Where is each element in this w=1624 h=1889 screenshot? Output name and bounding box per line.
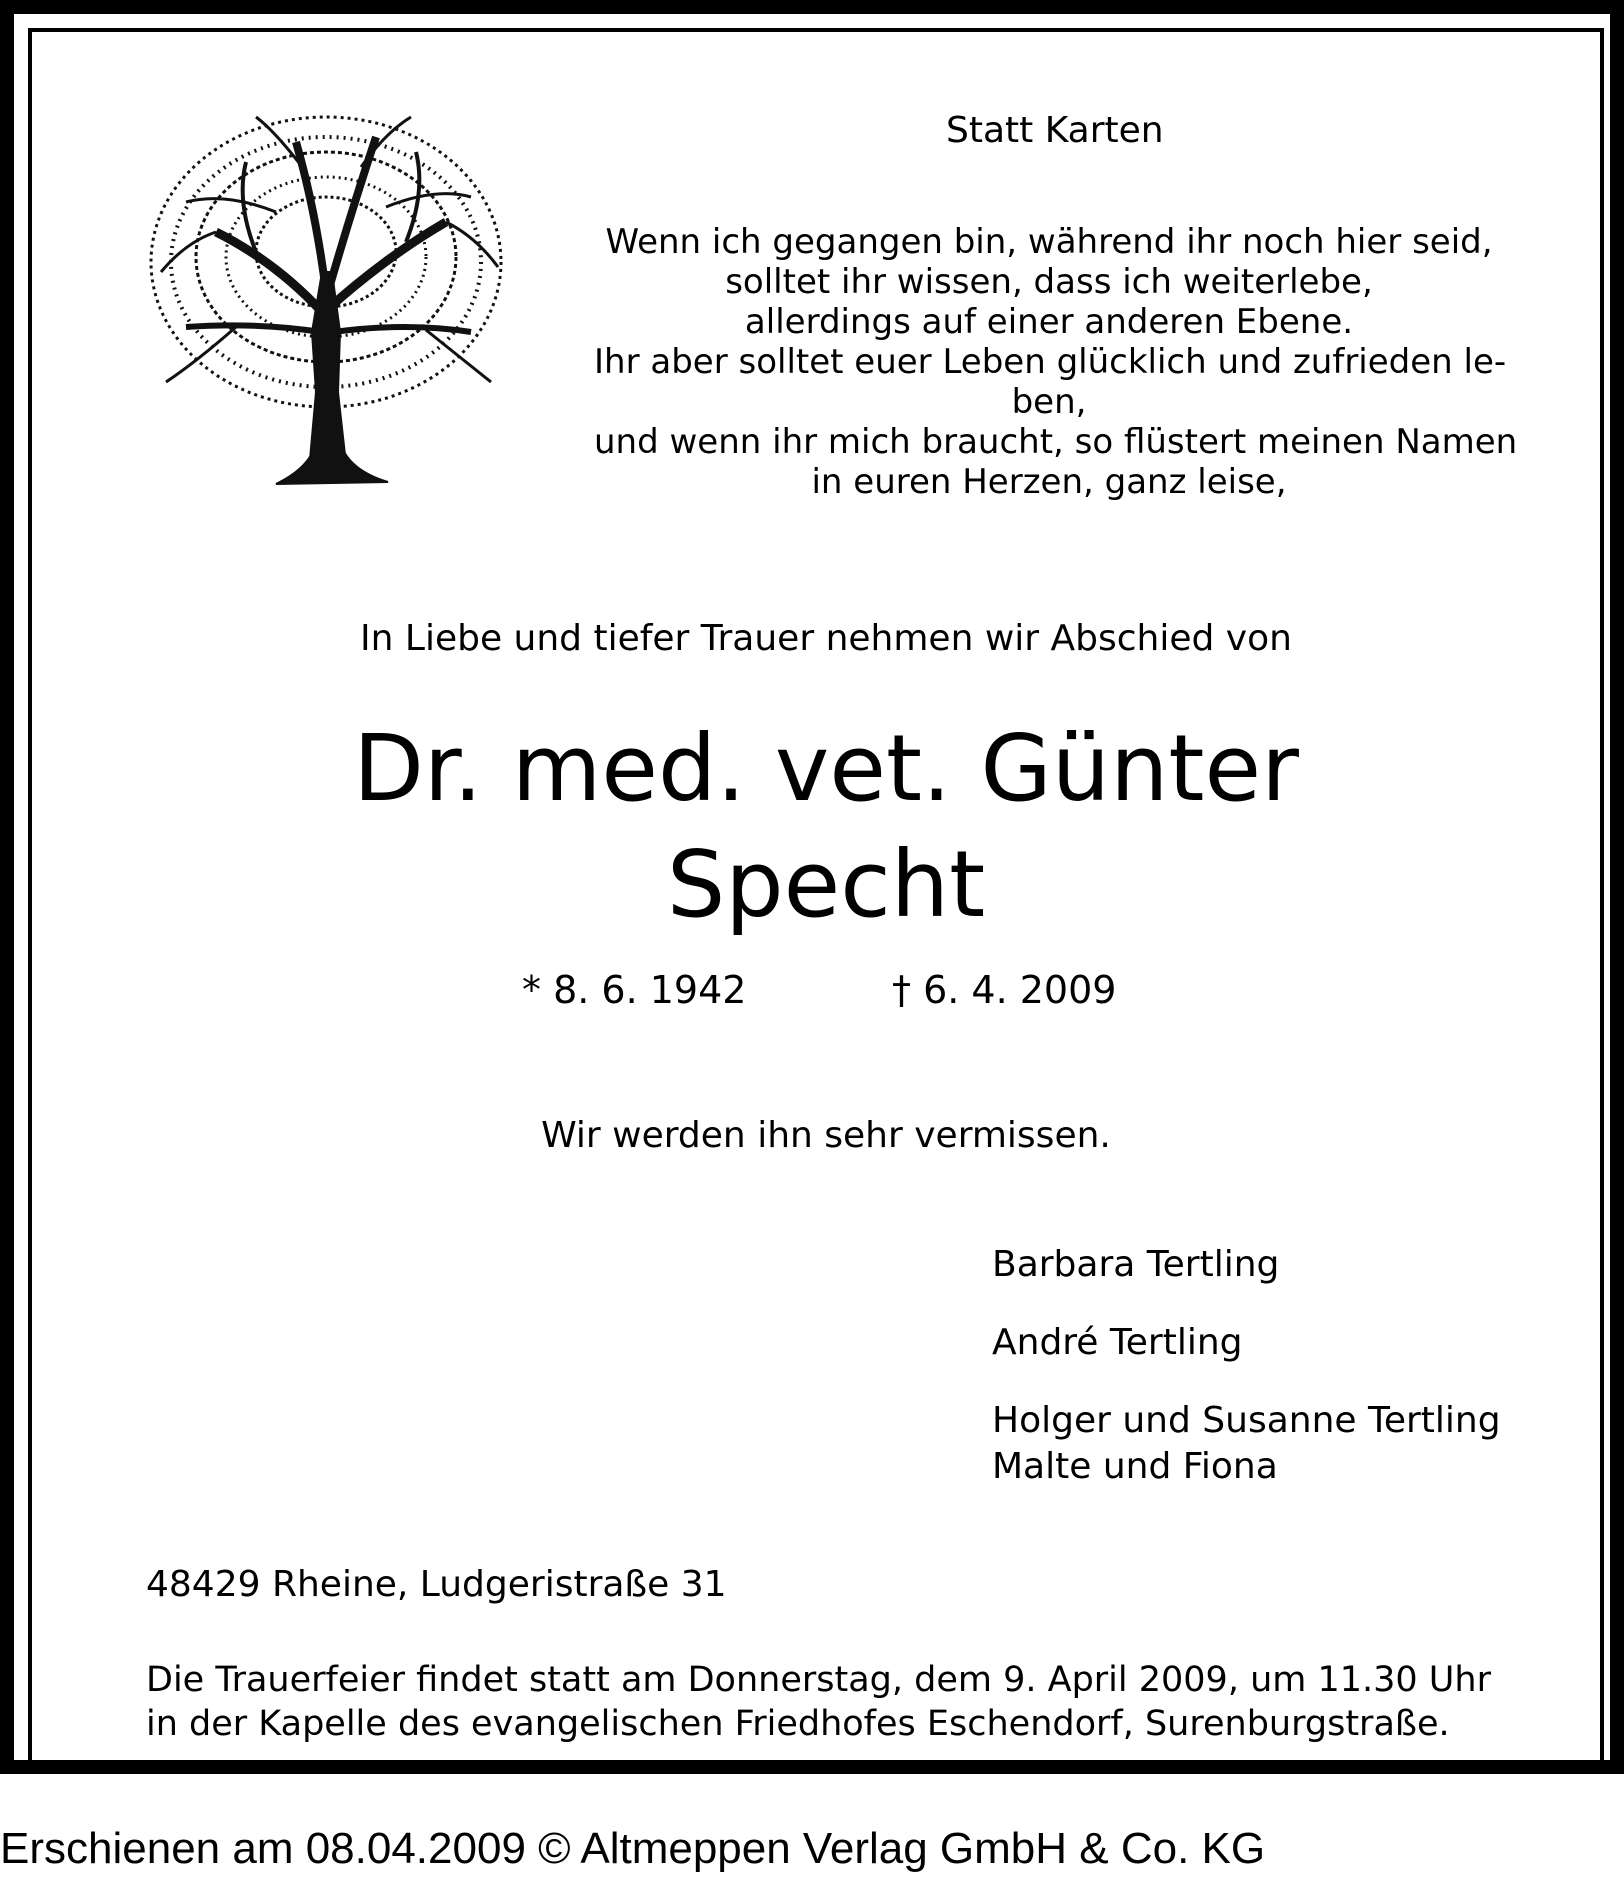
poem-line: und wenn ihr mich braucht, so flüstert meinen Namen [594, 422, 1518, 462]
family-address: 48429 Rheine, Ludgeristraße 31 [146, 1564, 727, 1605]
poem-line: Ihr aber solltet euer Leben glücklich und zufrieden le- [594, 342, 1507, 382]
mourner: Barbara Tertling [992, 1244, 1280, 1285]
closing-line: Wir werden ihn sehr vermissen. [541, 1115, 1111, 1156]
poem [594, 222, 1518, 502]
poem-line: allerdings auf einer anderen Ebene. [744, 302, 1354, 342]
publication-footer: Erschienen am 08.04.2009 © Altmeppen Verlag GmbH & Co. KG [0, 1824, 1266, 1873]
mourner: Holger und Susanne Tertling [992, 1400, 1501, 1441]
mourners-list [992, 1242, 1501, 1490]
service-line: in der Kapelle des evangelischen Friedhofes Eschendorf, Surenburgstraße. [146, 1704, 1450, 1744]
deceased-name-line2: Specht [666, 831, 986, 938]
poem-line: solltet ihr wissen, dass ich weiterlebe, [725, 262, 1373, 302]
tree-illustration-icon [126, 92, 526, 492]
poem-line: ben, [1011, 382, 1087, 422]
service-line: Die Trauerfeier findet statt am Donnerstag, dem 9. April 2009, um 11.30 Uhr [146, 1660, 1491, 1700]
service-details [146, 1658, 1491, 1746]
farewell-intro: In Liebe und tiefer Trauer nehmen wir Abschied von [360, 618, 1292, 659]
poem-line: in euren Herzen, ganz leise, [811, 462, 1287, 502]
mourner: André Tertling [992, 1322, 1243, 1363]
mourner: Malte und Fiona [992, 1446, 1278, 1487]
poem-line: Wenn ich gegangen bin, während ihr noch hier seid, [605, 222, 1493, 262]
notice-heading: Statt Karten [946, 110, 1164, 151]
deceased-name-line1: Dr. med. vet. Günter [353, 715, 1299, 822]
birth-date: * 8. 6. 1942 [522, 968, 747, 1012]
death-date: † 6. 4. 2009 [892, 968, 1117, 1012]
